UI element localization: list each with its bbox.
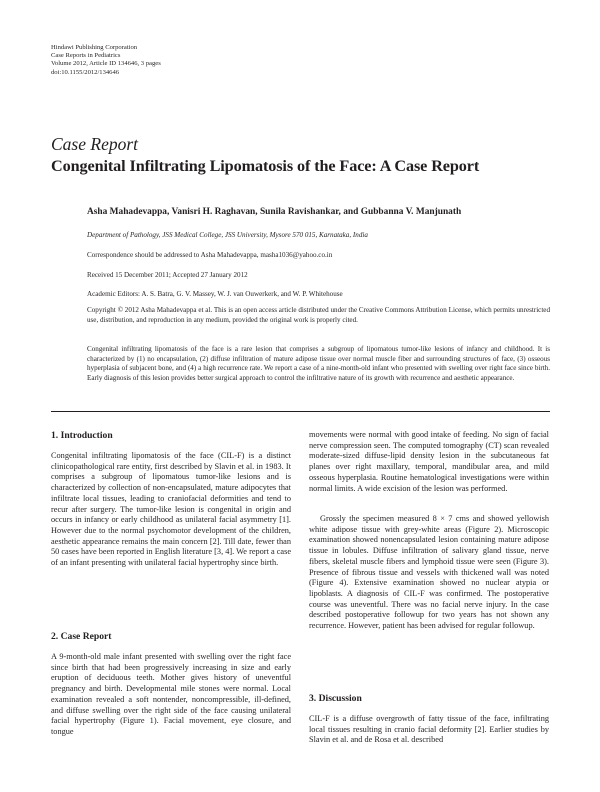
case-report-paragraph: A 9-month-old male infant presented with swelling over the right face since birth that had been progressively increasing in size and early eruption of deciduous teeth. Mother gives history of uneventful pregnancy and birth. Developmental mile stones were normal. Local examination revealed a soft nontender, noncompressible, ill-defined, and diffuse swelling over the right side of the face causing unilateral facial hypertrophy (Figure 1). Facial movement, eye closure, and tongue: [51, 652, 291, 736]
academic-editors: Academic Editors: A. S. Batra, G. V. Massey, W. J. van Ouwerkerk, and W. P. Whitehouse: [87, 290, 343, 298]
discussion-paragraph: CIL-F is a diffuse overgrowth of fatty tissue of the face, infiltrating local tissues resulting in cranio facial deformity [2]. Earlier studies by Slavin et al. and de Rosa et al. described: [309, 714, 549, 745]
doi-line: doi:10.1155/2012/134646: [51, 68, 120, 76]
publisher-line: Hindawi Publishing Corporation: [51, 44, 138, 51]
volume-line: Volume 2012, Article ID 134646, 3 pages: [51, 60, 161, 68]
article-title: Congenital Infiltrating Lipomatosis of the Face: A Case Report: [51, 157, 480, 175]
case-report-paragraph-2: Grossly the specimen measured 8 × 7 cms and showed yellowish white adipose tissue with grey-white areas (Figure 2). Microscopic examination showed nonencapsulated lesion containing mature adipose tissue in lobules. Diffuse infiltration of salivary gland tissue, nerve fibers, skeletal muscle fibers and lymphoid tissue were seen (Figure 3). Presence of fibrous tissue and vessels with thickened wall was noted (Figure 4). Extensive examination showed no nuclear atypia or lipoblasts. A diagnosis of CIL-F was confirmed. The postoperative course was uneventful. There was no facial nerve injury. In the case described postoperative followup for two years has not shown any recurrence. However, patient has been advised for regular followup.: [309, 514, 549, 631]
article-type: Case Report: [51, 134, 139, 154]
journal-header: [51, 44, 161, 77]
journal-line: Case Reports in Pediatrics: [51, 52, 121, 60]
introduction-paragraph: Congenital infiltrating lipomatosis of the face (CIL-F) is a distinct clinicopathological rare entity, first described by Slavin et al. in 1983. It comprises a subgroup of lipomatous tumor-like lesions and is characterized by collection of non-encapsulated, mature adipocytes that infiltrate local tissues, leading to craniofacial deformities and tend to recur after surgery. The tumor-like lesion is congenital in origin and occurs in infancy or early childhood as unilateral facial asymmetry [1]. However due to the normal psychomotor development of the children, aesthetic appearance remains the main concern [2]. Till date, fewer than 50 cases have been reported in English literature [3, 4]. We report a case of an infant presenting with unilateral facial hypertrophy since birth.: [51, 451, 291, 568]
introduction-heading: 1. Introduction: [51, 430, 113, 441]
affiliation: Department of Pathology, JSS Medical College, JSS University, Mysore 570 015, Karnataka, India: [87, 231, 368, 239]
case-report-heading: 2. Case Report: [51, 631, 112, 642]
discussion-heading: 3. Discussion: [309, 693, 362, 704]
received-accepted-dates: Received 15 December 2011; Accepted 27 January 2012: [87, 271, 248, 279]
correspondence: Correspondence should be addressed to Asha Mahadevappa, masha1036@yahoo.co.in: [87, 251, 333, 259]
case-report-paragraph-continued: movements were normal with good intake of feeding. No sign of facial nerve compression seen. The computed tomography (CT) scan revealed moderate-sized diffuse-lipid density lesion in the subcutaneous fat planes over right maxillary, temporal, mandibular area, and mild osseous hyperplasia. Routine hematological investigations were within normal limits. A wide excision of the lesion was performed.: [309, 430, 549, 493]
author-list: Asha Mahadevappa, Vanisri H. Raghavan, Sunila Ravishankar, and Gubbanna V. Manjunath: [87, 207, 462, 217]
abstract: Congenital infiltrating lipomatosis of the face is a rare lesion that comprises a subgroup of lipomatous tumor-like lesions of infancy and childhood. It is characterized by (1) no encapsulation, (2) diffuse infiltration of mature adipose tissue over normal muscle fiber and surrounding structures of face, (3) osseous hyperplasia of subjacent bone, and (4) a high recurrence rate. We report a case of a nine-month-old infant who presented with swelling over right face since birth. Early diagnosis of this lesion provides better surgical approach to control the infiltrative nature of its growth with recurrence and aesthetic appearance.: [87, 345, 550, 383]
section-divider: [51, 411, 550, 412]
copyright-notice: Copyright © 2012 Asha Mahadevappa et al. This is an open access article distributed under the Creative Commons Attribution License, which permits unrestricted use, distribution, and reproduction in any medium, provided the original work is properly cited.: [87, 306, 550, 324]
